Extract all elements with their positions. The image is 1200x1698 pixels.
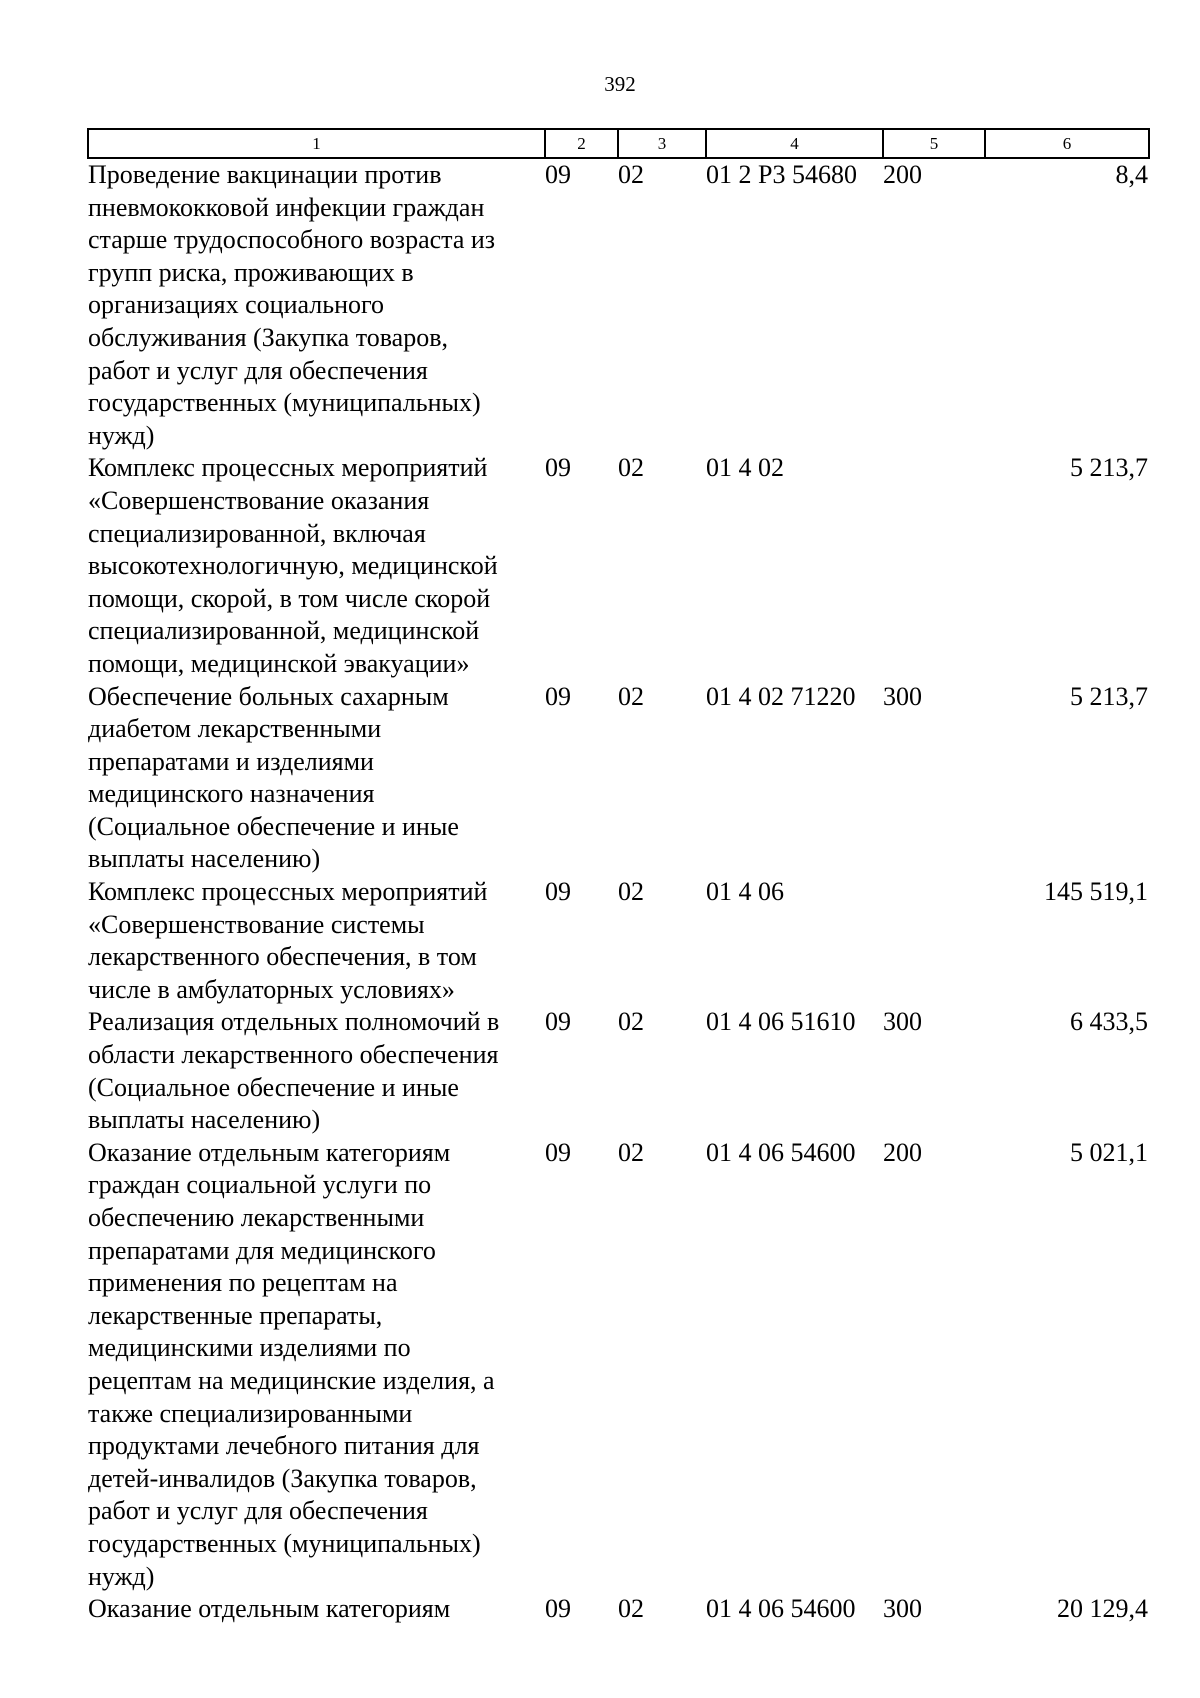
row-subsection: 02 (618, 681, 644, 711)
row-name-line: организациях социального (88, 290, 385, 320)
row-kind (883, 876, 985, 1006)
table-header-row (88, 129, 1149, 158)
row-name-line: Комплекс процессных мероприятий (88, 877, 488, 907)
row-section: 09 (545, 453, 571, 483)
row-name-line: рецептам на медицинские изделия, а (88, 1365, 495, 1395)
row-amount: 5 021,1 (1070, 1137, 1148, 1167)
row-name-line: нужд) (88, 420, 155, 450)
row-subsection: 02 (618, 877, 644, 907)
row-kind: 300 (883, 1007, 922, 1037)
row-name-line: нужд) (88, 1561, 155, 1591)
row-name-line: области лекарственного обеспечения (88, 1040, 499, 1070)
row-name-line: медицинскими изделиями по (88, 1333, 411, 1363)
row-name (88, 1006, 545, 1136)
row-kind: 300 (883, 1594, 922, 1624)
row-target: 01 4 02 71220 (706, 681, 856, 711)
row-amount: 145 519,1 (1044, 877, 1148, 907)
row-section: 09 (545, 160, 571, 189)
column-header-amount: 6 (985, 129, 1149, 158)
row-name-line: «Совершенствование системы (88, 909, 425, 939)
column-header-target: 4 (706, 129, 883, 158)
row-kind: 300 (883, 681, 922, 711)
row-amount: 5 213,7 (1070, 453, 1148, 483)
row-name-line: детей-инвалидов (Закупка товаров, (88, 1463, 477, 1493)
row-name-line: работ и услуг для обеспечения (88, 1496, 428, 1526)
row-name (88, 876, 545, 1006)
row-name-line: лекарственного обеспечения, в том (88, 942, 477, 972)
column-header-section: 2 (545, 129, 618, 158)
row-name-line: государственных (муниципальных) (88, 388, 481, 418)
row-name-line: работ и услуг для обеспечения (88, 355, 428, 385)
row-name-line: препаратами для медицинского (88, 1235, 436, 1265)
row-section: 09 (545, 1007, 571, 1037)
row-name-line: Комплекс процессных мероприятий (88, 453, 488, 483)
row-amount: 8,4 (1115, 160, 1148, 189)
row-name-line: пневмококковой инфекции граждан (88, 192, 485, 222)
row-name-line: также специализированными (88, 1398, 413, 1428)
row-name (88, 158, 545, 452)
row-name-line: медицинского назначения (88, 779, 375, 809)
row-name-line: групп риска, проживающих в (88, 257, 414, 287)
row-subsection: 02 (618, 160, 644, 189)
table-row (88, 1006, 1149, 1136)
row-name-line: выплаты населению) (88, 1105, 321, 1135)
column-header-name: 1 (88, 129, 545, 158)
row-name-line: «Совершенствование оказания (88, 485, 430, 515)
row-name-line: препаратами и изделиями (88, 746, 374, 776)
row-name-line: продуктами лечебного питания для (88, 1431, 480, 1461)
page-number: 392 (604, 72, 636, 96)
row-section: 09 (545, 877, 571, 907)
row-name-line: (Социальное обеспечение и иные (88, 1072, 459, 1102)
row-subsection: 02 (618, 453, 644, 483)
row-section: 09 (545, 1594, 571, 1624)
row-target: 01 2 Р3 54680 (706, 160, 857, 189)
row-name-line: граждан социальной услуги по (88, 1170, 432, 1200)
row-target: 01 4 02 (706, 453, 784, 483)
row-name-line: числе в амбулаторных условиях» (88, 974, 455, 1004)
row-target: 01 4 06 51610 (706, 1007, 856, 1037)
table-row (88, 681, 1149, 877)
row-name-line: помощи, скорой, в том числе скорой (88, 583, 491, 613)
row-amount: 5 213,7 (1070, 681, 1148, 711)
row-name-line: государственных (муниципальных) (88, 1528, 481, 1558)
table-row (88, 1593, 1149, 1626)
row-name (88, 1593, 545, 1626)
row-name-line: высокотехнологичную, медицинской (88, 551, 498, 581)
row-kind: 200 (883, 160, 922, 189)
table-row (88, 452, 1149, 680)
row-target: 01 4 06 54600 (706, 1594, 856, 1624)
column-header-subsection: 3 (618, 129, 706, 158)
row-name-line: обеспечению лекарственными (88, 1203, 425, 1232)
row-name-line: применения по рецептам на (88, 1268, 398, 1298)
row-name-line: обслуживания (Закупка товаров, (88, 322, 448, 352)
row-name-line: Оказание отдельным категориям (88, 1137, 451, 1167)
row-name-line: лекарственные препараты, (88, 1300, 383, 1330)
table-row (88, 1137, 1149, 1593)
row-name-line: Оказание отдельным категориям (88, 1594, 451, 1624)
row-section: 09 (545, 681, 571, 711)
row-name-line: специализированной, медицинской (88, 616, 480, 646)
row-name-line: специализированной, включая (88, 518, 426, 548)
row-amount: 6 433,5 (1070, 1007, 1148, 1037)
row-target: 01 4 06 (706, 877, 784, 907)
row-name-line: Проведение вакцинации против (88, 160, 442, 189)
row-subsection: 02 (618, 1594, 644, 1624)
row-amount: 20 129,4 (1057, 1594, 1148, 1624)
row-kind (883, 452, 985, 680)
row-name-line: помощи, медицинской эвакуации» (88, 648, 470, 678)
row-section: 09 (545, 1137, 571, 1167)
row-name (88, 1137, 545, 1593)
table-body (88, 158, 1149, 1626)
row-name-line: Обеспечение больных сахарным (88, 681, 449, 711)
column-header-kind: 5 (883, 129, 985, 158)
row-name (88, 452, 545, 680)
row-name-line: старше трудоспособного возраста из (88, 225, 496, 255)
row-name (88, 681, 545, 877)
row-subsection: 02 (618, 1007, 644, 1037)
budget-table (87, 128, 1150, 1626)
row-kind: 200 (883, 1137, 922, 1167)
row-target: 01 4 06 54600 (706, 1137, 856, 1167)
row-subsection: 02 (618, 1137, 644, 1167)
row-name-line: выплаты населению) (88, 844, 321, 874)
row-name-line: Реализация отдельных полномочий в (88, 1007, 500, 1037)
table-row (88, 876, 1149, 1006)
table-row (88, 158, 1149, 452)
row-name-line: диабетом лекарственными (88, 714, 382, 744)
row-name-line: (Социальное обеспечение и иные (88, 811, 459, 841)
